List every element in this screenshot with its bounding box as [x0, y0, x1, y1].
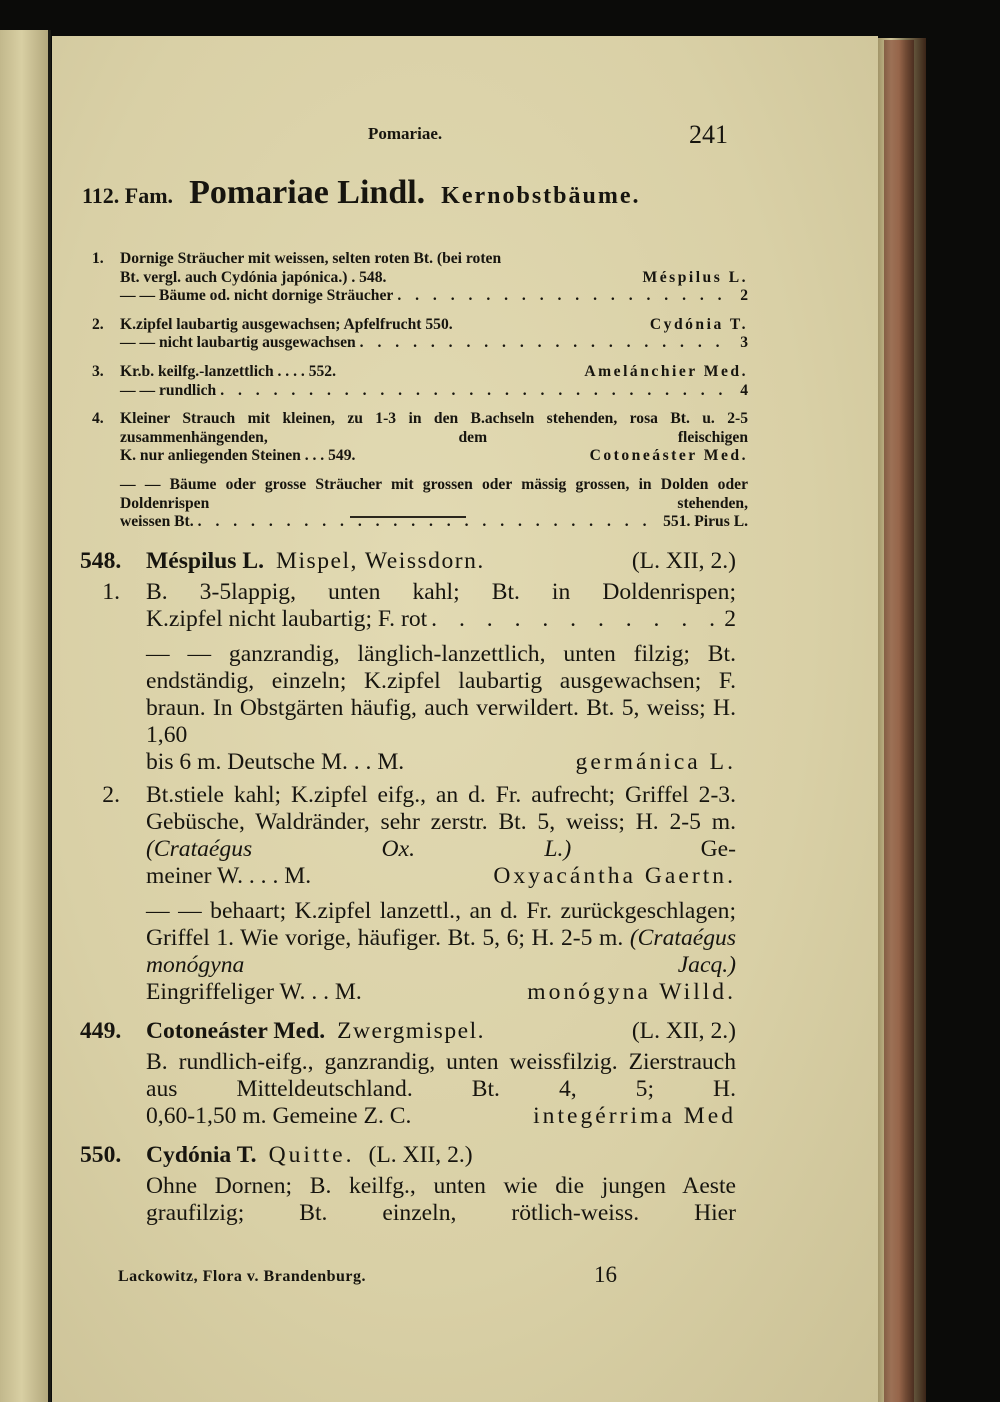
key-line [92, 250, 748, 269]
key-line [92, 334, 748, 353]
family-number: 112. Fam. [82, 183, 174, 208]
footer-author: Lackowitz, Flora v. Brandenburg. [118, 1268, 367, 1285]
key-reference: 551. Pirus L. [663, 513, 748, 531]
text-run: — — behaart; K.zipfel lanzettl., an d. Fr. zurückgeschlagen; Griffel 1. Wie vorige, häufiger. Bt. 5, 6; H. 2-5 m. [146, 898, 736, 951]
text-line [80, 749, 736, 776]
key-number: 2. [102, 782, 120, 808]
key-reference: 3 [740, 334, 748, 352]
text-line [80, 863, 736, 890]
leader-dots [427, 606, 724, 633]
section-rule [350, 516, 466, 518]
genus-heading [80, 1142, 736, 1169]
linnaean-class: (L. XII, 2.) [631, 1018, 736, 1044]
key-line [92, 363, 748, 382]
genus-entry [80, 548, 736, 1006]
text-line [80, 979, 736, 1006]
genus-entry [80, 1018, 736, 1130]
text-line-body: K.zipfel nicht laubartig; F. rot [146, 606, 428, 632]
text-run: Ge- [700, 836, 736, 862]
key-reference: 4 [740, 381, 748, 399]
text-line [80, 606, 736, 633]
key-reference: Amelánchier Med. [584, 362, 748, 380]
genus-name: Méspilus L. [146, 548, 264, 574]
text-line-body: meiner W. . . . M. [146, 863, 312, 889]
key-paragraph: — — Bäume oder grosse Sträucher mit grossen oder mässig grossen, in Dolden oder Doldenrispen stehenden, [120, 475, 748, 512]
text-line-body: bis 6 m. Deutsche M. . . M. [146, 749, 405, 775]
running-head [368, 120, 728, 160]
key-text: weissen Bt. [120, 513, 194, 531]
key-line [92, 287, 748, 306]
genus-key [92, 250, 748, 532]
genus-number: 550. [80, 1142, 122, 1168]
key-reference: Méspilus L. [642, 268, 748, 286]
signature-number: 16 [594, 1262, 617, 1287]
key-paragraph [92, 410, 748, 447]
leader-dots [393, 287, 734, 306]
key-text: — — nicht laubartig ausgewachsen [120, 334, 356, 352]
text-line-body: B. 3-5lappig, unten kahl; Bt. in Doldenrispen; [146, 579, 736, 605]
text-paragraph [80, 898, 736, 979]
genus-number: 449. [80, 1018, 122, 1044]
leader-dots [216, 382, 734, 401]
key-text: Kleiner Strauch mit kleinen, zu 1-3 in den B.achseln stehenden, rosa Bt. u. 2-5 zusammenhängenden, dem fleischigen [120, 410, 748, 446]
synonym: (Crataégus monógyna Jacq.) [146, 925, 736, 978]
key-line [92, 269, 748, 288]
genus-german-name: Mispel, Weissdorn. [276, 548, 485, 574]
key-reference: Cydónia T. [649, 315, 748, 333]
key-text: Kr.b. keilfg.-lanzettlich . . . . 552. [120, 362, 336, 380]
text-paragraph: — — ganzrandig, länglich-lanzettlich, unten filzig; Bt. endständig, einzeln; K.zipfel laubartig ausgewachsen; F. braun. In Obstgärten häufig, auch verwildert. Bt. 5, weiss; H. 1,60 [146, 641, 736, 748]
key-text: Dornige Sträucher mit weissen, selten roten Bt. (bei roten [120, 250, 502, 267]
key-number: 1. [102, 579, 120, 605]
linnaean-class: (L. XII, 2.) [368, 1142, 473, 1168]
genus-heading [80, 1018, 736, 1045]
text-paragraph [146, 782, 736, 863]
synonym: (Crataégus Ox. L.) [146, 836, 572, 862]
book-cover-strip [884, 40, 914, 1402]
text-paragraph: Ohne Dornen; B. keilfg., unten wie die jungen Aeste graufilzig; Bt. einzeln, rötlich-weiss. Hier [146, 1173, 736, 1226]
key-reference: 2 [724, 606, 736, 632]
leader-dots [356, 334, 735, 353]
genus-german-name: Zwergmispel. [337, 1018, 486, 1044]
left-page-edge [0, 30, 51, 1402]
text-paragraph: B. rundlich-eifg., ganzrandig, unten weissfilzig. Zierstrauch aus Mitteldeutschland. Bt. 4, 5; H. [146, 1049, 736, 1102]
key-text: — — rundlich [120, 381, 217, 399]
key-reference: 2 [740, 287, 748, 305]
genus-heading [80, 548, 736, 575]
running-head-title: Pomariae. [368, 124, 443, 143]
key-line [92, 447, 748, 466]
text-run: Bt.stiele kahl; K.zipfel eifg., an d. Fr. aufrecht; Griffel 2-3. Gebüsche, Waldränder, sehr zerstr. Bt. 5, weiss; H. 2-5 m. [146, 782, 736, 835]
species-name: monógyna Willd. [527, 979, 736, 1005]
text-line-body: Eingriffeliger W. . . M. [146, 979, 362, 1005]
key-text: K.zipfel laubartig ausgewachsen; Apfelfrucht 550. [120, 315, 453, 333]
key-number: 4. [92, 410, 104, 428]
species-name: germánica L. [575, 749, 736, 775]
key-line [92, 476, 748, 513]
genus-german-name: Quitte. [268, 1142, 355, 1168]
species-name: integérrima Med [533, 1103, 736, 1129]
key-number: 1. [92, 250, 104, 267]
text-line [80, 579, 736, 606]
key-line [92, 410, 748, 447]
family-name: Pomariae Lindl. [189, 174, 426, 211]
species-name: Oxyacántha Gaertn. [493, 863, 736, 889]
genus-name: Cotoneáster Med. [146, 1018, 326, 1044]
family-german-name: Kernobstbäume. [441, 183, 641, 209]
page-number: 241 [689, 120, 728, 149]
key-text: — — Bäume od. nicht dornige Sträucher [120, 287, 394, 305]
key-text: Bt. vergl. auch Cydónia japónica.) . 548. [120, 268, 387, 286]
linnaean-class: (L. XII, 2.) [631, 548, 736, 574]
genus-number: 548. [80, 548, 122, 574]
key-line [92, 382, 748, 401]
key-text: K. nur anliegenden Steinen . . . 549. [120, 447, 356, 465]
text-line-body: 0,60-1,50 m. Gemeine Z. C. [146, 1103, 412, 1129]
key-number: 2. [92, 315, 104, 333]
main-text [80, 536, 736, 1227]
text-line [80, 782, 736, 863]
key-reference: Cotoneáster Med. [589, 447, 748, 465]
genus-name: Cydónia T. [146, 1142, 257, 1168]
text-line [80, 1103, 736, 1130]
key-line [92, 316, 748, 335]
page-footer [118, 1262, 618, 1296]
genus-entry [80, 1142, 736, 1227]
key-number: 3. [92, 362, 104, 380]
book-page [52, 36, 878, 1402]
family-heading [82, 174, 782, 212]
